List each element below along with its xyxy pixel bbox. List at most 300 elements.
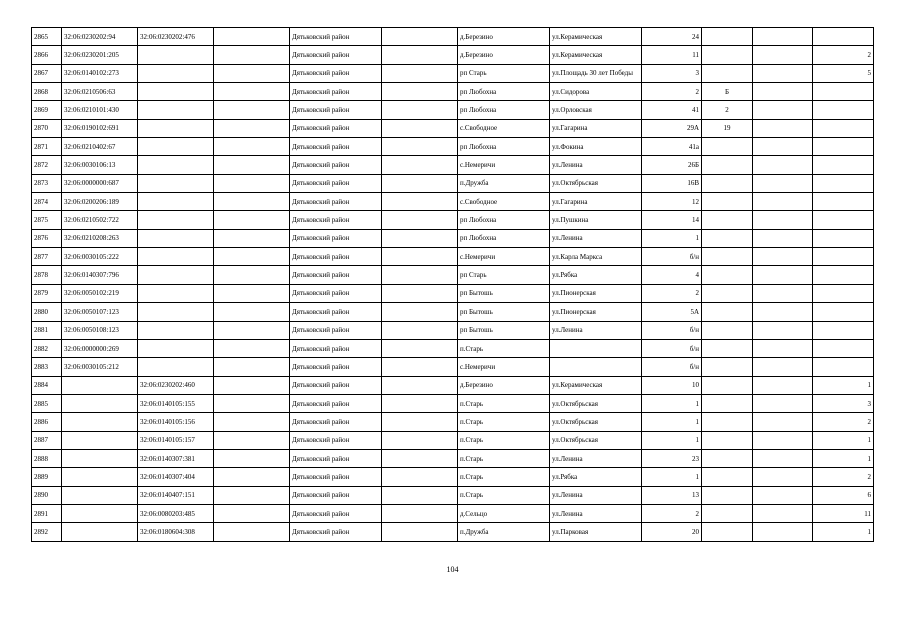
street-cell: ул.Ленина — [550, 229, 642, 247]
house-number-cell: 24 — [642, 28, 702, 46]
count-cell — [813, 119, 874, 137]
empty-cell — [214, 523, 290, 541]
empty-cell — [753, 303, 813, 321]
locality-cell: п.Старь — [458, 468, 550, 486]
empty-cell — [214, 156, 290, 174]
building-cadastral-number-cell — [138, 284, 214, 302]
house-number-cell: 26Б — [642, 156, 702, 174]
house-number-cell: 1 — [642, 468, 702, 486]
table-row — [32, 64, 874, 82]
cadastral-number-cell: 32:06:0030105:222 — [62, 248, 138, 266]
row-number-cell: 2878 — [32, 266, 62, 284]
row-number-cell: 2881 — [32, 321, 62, 339]
empty-cell — [214, 119, 290, 137]
table-row — [32, 504, 874, 522]
empty-cell — [382, 138, 458, 156]
table-row — [32, 174, 874, 192]
street-cell: ул.Гагарина — [550, 119, 642, 137]
empty-cell — [382, 523, 458, 541]
row-number-cell: 2889 — [32, 468, 62, 486]
table-row — [32, 156, 874, 174]
empty-cell — [382, 431, 458, 449]
count-cell — [813, 266, 874, 284]
count-cell — [813, 339, 874, 357]
empty-cell — [753, 46, 813, 64]
apartment-cell — [702, 64, 753, 82]
street-cell: ул.Карла Маркса — [550, 248, 642, 266]
empty-cell — [382, 64, 458, 82]
building-cadastral-number-cell: 32:06:0180604:308 — [138, 523, 214, 541]
locality-cell: рп Бытошь — [458, 303, 550, 321]
table-row — [32, 28, 874, 46]
district-cell: Дятьковский район — [290, 358, 382, 376]
cadastral-number-cell — [62, 376, 138, 394]
district-cell: Дятьковский район — [290, 523, 382, 541]
empty-cell — [214, 101, 290, 119]
district-cell: Дятьковский район — [290, 211, 382, 229]
empty-cell — [214, 303, 290, 321]
empty-cell — [753, 193, 813, 211]
empty-cell — [382, 321, 458, 339]
empty-cell — [753, 28, 813, 46]
building-cadastral-number-cell: 32:06:0140105:156 — [138, 413, 214, 431]
count-cell — [813, 28, 874, 46]
apartment-cell — [702, 339, 753, 357]
locality-cell: с.Немеричи — [458, 248, 550, 266]
count-cell: 6 — [813, 486, 874, 504]
locality-cell: п.Старь — [458, 339, 550, 357]
empty-cell — [214, 64, 290, 82]
empty-cell — [382, 266, 458, 284]
table-row — [32, 211, 874, 229]
building-cadastral-number-cell — [138, 339, 214, 357]
apartment-cell — [702, 486, 753, 504]
count-cell: 2 — [813, 468, 874, 486]
registry-table — [31, 27, 874, 542]
empty-cell — [382, 449, 458, 467]
count-cell: 5 — [813, 64, 874, 82]
cadastral-number-cell: 32:06:0210208:263 — [62, 229, 138, 247]
house-number-cell: 11 — [642, 46, 702, 64]
cadastral-number-cell: 32:06:0000000:269 — [62, 339, 138, 357]
apartment-cell: 2 — [702, 101, 753, 119]
table-row — [32, 394, 874, 412]
street-cell: ул.Рябка — [550, 468, 642, 486]
empty-cell — [214, 321, 290, 339]
building-cadastral-number-cell — [138, 64, 214, 82]
building-cadastral-number-cell — [138, 266, 214, 284]
count-cell: 1 — [813, 376, 874, 394]
empty-cell — [382, 156, 458, 174]
house-number-cell: 12 — [642, 193, 702, 211]
district-cell: Дятьковский район — [290, 83, 382, 101]
cadastral-number-cell — [62, 394, 138, 412]
locality-cell: п.Старь — [458, 449, 550, 467]
street-cell: ул.Парковая — [550, 523, 642, 541]
empty-cell — [214, 339, 290, 357]
count-cell — [813, 138, 874, 156]
empty-cell — [214, 83, 290, 101]
building-cadastral-number-cell: 32:06:0230202:476 — [138, 28, 214, 46]
empty-cell — [382, 46, 458, 64]
empty-cell — [382, 358, 458, 376]
row-number-cell: 2885 — [32, 394, 62, 412]
row-number-cell: 2884 — [32, 376, 62, 394]
locality-cell: д.Березино — [458, 28, 550, 46]
row-number-cell: 2867 — [32, 64, 62, 82]
house-number-cell: б/н — [642, 321, 702, 339]
empty-cell — [753, 468, 813, 486]
locality-cell: рп Любохна — [458, 101, 550, 119]
row-number-cell: 2888 — [32, 449, 62, 467]
cadastral-number-cell: 32:06:0200206:189 — [62, 193, 138, 211]
empty-cell — [214, 248, 290, 266]
locality-cell: п.Старь — [458, 394, 550, 412]
cadastral-number-cell — [62, 486, 138, 504]
locality-cell: рп Любохна — [458, 211, 550, 229]
district-cell: Дятьковский район — [290, 431, 382, 449]
house-number-cell: б/н — [642, 358, 702, 376]
district-cell: Дятьковский район — [290, 248, 382, 266]
empty-cell — [753, 229, 813, 247]
empty-cell — [753, 119, 813, 137]
street-cell: ул.Фокина — [550, 138, 642, 156]
table-body — [32, 28, 874, 542]
building-cadastral-number-cell — [138, 46, 214, 64]
district-cell: Дятьковский район — [290, 468, 382, 486]
table-row — [32, 101, 874, 119]
apartment-cell — [702, 321, 753, 339]
empty-cell — [753, 504, 813, 522]
empty-cell — [753, 248, 813, 266]
table-row — [32, 358, 874, 376]
locality-cell: п.Дружба — [458, 523, 550, 541]
cadastral-number-cell — [62, 468, 138, 486]
district-cell: Дятьковский район — [290, 321, 382, 339]
building-cadastral-number-cell — [138, 211, 214, 229]
empty-cell — [382, 413, 458, 431]
empty-cell — [753, 101, 813, 119]
house-number-cell: 3 — [642, 64, 702, 82]
apartment-cell — [702, 156, 753, 174]
district-cell: Дятьковский район — [290, 486, 382, 504]
empty-cell — [753, 413, 813, 431]
house-number-cell: 5А — [642, 303, 702, 321]
cadastral-number-cell: 32:06:0210101:430 — [62, 101, 138, 119]
empty-cell — [382, 101, 458, 119]
cadastral-number-cell — [62, 504, 138, 522]
street-cell: ул.Рябка — [550, 266, 642, 284]
building-cadastral-number-cell: 32:06:0140307:404 — [138, 468, 214, 486]
district-cell: Дятьковский район — [290, 101, 382, 119]
cadastral-number-cell: 32:06:0000000:687 — [62, 174, 138, 192]
district-cell: Дятьковский район — [290, 229, 382, 247]
street-cell: ул.Октябрьская — [550, 394, 642, 412]
apartment-cell: 19 — [702, 119, 753, 137]
empty-cell — [214, 376, 290, 394]
street-cell: ул.Ленина — [550, 449, 642, 467]
empty-cell — [382, 284, 458, 302]
empty-cell — [382, 28, 458, 46]
apartment-cell — [702, 504, 753, 522]
apartment-cell: Б — [702, 83, 753, 101]
empty-cell — [382, 303, 458, 321]
count-cell — [813, 101, 874, 119]
empty-cell — [214, 431, 290, 449]
building-cadastral-number-cell — [138, 83, 214, 101]
locality-cell: рп Любохна — [458, 229, 550, 247]
apartment-cell — [702, 468, 753, 486]
cadastral-number-cell: 32:06:0230201:205 — [62, 46, 138, 64]
district-cell: Дятьковский район — [290, 193, 382, 211]
empty-cell — [382, 468, 458, 486]
house-number-cell: б/н — [642, 339, 702, 357]
empty-cell — [753, 211, 813, 229]
count-cell: 11 — [813, 504, 874, 522]
apartment-cell — [702, 431, 753, 449]
empty-cell — [382, 486, 458, 504]
district-cell: Дятьковский район — [290, 303, 382, 321]
empty-cell — [214, 284, 290, 302]
district-cell: Дятьковский район — [290, 504, 382, 522]
district-cell: Дятьковский район — [290, 413, 382, 431]
house-number-cell: 4 — [642, 266, 702, 284]
empty-cell — [753, 138, 813, 156]
count-cell — [813, 284, 874, 302]
building-cadastral-number-cell — [138, 321, 214, 339]
locality-cell: д.Сельцо — [458, 504, 550, 522]
row-number-cell: 2887 — [32, 431, 62, 449]
empty-cell — [753, 174, 813, 192]
empty-cell — [753, 376, 813, 394]
house-number-cell: 23 — [642, 449, 702, 467]
table-row — [32, 284, 874, 302]
apartment-cell — [702, 449, 753, 467]
row-number-cell: 2875 — [32, 211, 62, 229]
apartment-cell — [702, 229, 753, 247]
house-number-cell: 1 — [642, 431, 702, 449]
house-number-cell: 29А — [642, 119, 702, 137]
cadastral-number-cell — [62, 413, 138, 431]
empty-cell — [214, 413, 290, 431]
empty-cell — [214, 28, 290, 46]
row-number-cell: 2876 — [32, 229, 62, 247]
building-cadastral-number-cell — [138, 229, 214, 247]
apartment-cell — [702, 394, 753, 412]
count-cell — [813, 211, 874, 229]
street-cell: ул.Ленина — [550, 504, 642, 522]
cadastral-number-cell: 32:06:0210502:722 — [62, 211, 138, 229]
empty-cell — [214, 229, 290, 247]
apartment-cell — [702, 413, 753, 431]
street-cell: ул.Керамическая — [550, 376, 642, 394]
district-cell: Дятьковский район — [290, 156, 382, 174]
table-row — [32, 248, 874, 266]
locality-cell: с.Свободное — [458, 193, 550, 211]
house-number-cell: 1 — [642, 229, 702, 247]
table-row — [32, 119, 874, 137]
building-cadastral-number-cell: 32:06:0080203:485 — [138, 504, 214, 522]
count-cell: 1 — [813, 449, 874, 467]
empty-cell — [214, 468, 290, 486]
empty-cell — [214, 174, 290, 192]
locality-cell: д.Березино — [458, 46, 550, 64]
count-cell — [813, 303, 874, 321]
street-cell: ул.Керамическая — [550, 28, 642, 46]
row-number-cell: 2883 — [32, 358, 62, 376]
count-cell — [813, 321, 874, 339]
cadastral-number-cell: 32:06:0140307:796 — [62, 266, 138, 284]
street-cell: ул.Сидорова — [550, 83, 642, 101]
table-row — [32, 486, 874, 504]
table-row — [32, 449, 874, 467]
locality-cell: д.Березино — [458, 376, 550, 394]
house-number-cell: 1 — [642, 394, 702, 412]
empty-cell — [753, 156, 813, 174]
table-row — [32, 193, 874, 211]
building-cadastral-number-cell: 32:06:0230202:460 — [138, 376, 214, 394]
row-number-cell: 2874 — [32, 193, 62, 211]
district-cell: Дятьковский район — [290, 394, 382, 412]
empty-cell — [753, 394, 813, 412]
empty-cell — [214, 504, 290, 522]
building-cadastral-number-cell — [138, 358, 214, 376]
table-row — [32, 376, 874, 394]
apartment-cell — [702, 248, 753, 266]
empty-cell — [214, 138, 290, 156]
row-number-cell: 2890 — [32, 486, 62, 504]
building-cadastral-number-cell — [138, 119, 214, 137]
cadastral-number-cell: 32:06:0210506:63 — [62, 83, 138, 101]
empty-cell — [753, 449, 813, 467]
house-number-cell: 2 — [642, 284, 702, 302]
empty-cell — [214, 449, 290, 467]
street-cell: ул.Ленина — [550, 486, 642, 504]
empty-cell — [753, 339, 813, 357]
cadastral-number-cell: 32:06:0050107:123 — [62, 303, 138, 321]
cadastral-number-cell: 32:06:0230202:94 — [62, 28, 138, 46]
cadastral-number-cell: 32:06:0050108:123 — [62, 321, 138, 339]
locality-cell: с.Немеричи — [458, 358, 550, 376]
building-cadastral-number-cell — [138, 174, 214, 192]
house-number-cell: 20 — [642, 523, 702, 541]
house-number-cell: 2 — [642, 504, 702, 522]
district-cell: Дятьковский район — [290, 119, 382, 137]
row-number-cell: 2868 — [32, 83, 62, 101]
count-cell: 2 — [813, 413, 874, 431]
count-cell: 1 — [813, 523, 874, 541]
street-cell: ул.Ленина — [550, 156, 642, 174]
table-row — [32, 321, 874, 339]
locality-cell: п.Старь — [458, 413, 550, 431]
house-number-cell: 10 — [642, 376, 702, 394]
table-row — [32, 138, 874, 156]
district-cell: Дятьковский район — [290, 339, 382, 357]
count-cell — [813, 174, 874, 192]
empty-cell — [382, 394, 458, 412]
house-number-cell: 14 — [642, 211, 702, 229]
empty-cell — [382, 193, 458, 211]
locality-cell: рп Бытошь — [458, 284, 550, 302]
cadastral-number-cell: 32:06:0050102:219 — [62, 284, 138, 302]
apartment-cell — [702, 303, 753, 321]
empty-cell — [214, 266, 290, 284]
count-cell — [813, 248, 874, 266]
table-row — [32, 83, 874, 101]
row-number-cell: 2892 — [32, 523, 62, 541]
house-number-cell: 13 — [642, 486, 702, 504]
locality-cell: рп Старь — [458, 64, 550, 82]
district-cell: Дятьковский район — [290, 138, 382, 156]
row-number-cell: 2870 — [32, 119, 62, 137]
empty-cell — [753, 64, 813, 82]
building-cadastral-number-cell — [138, 193, 214, 211]
empty-cell — [753, 321, 813, 339]
apartment-cell — [702, 284, 753, 302]
street-cell: ул.Гагарина — [550, 193, 642, 211]
row-number-cell: 2871 — [32, 138, 62, 156]
empty-cell — [382, 376, 458, 394]
district-cell: Дятьковский район — [290, 46, 382, 64]
row-number-cell: 2886 — [32, 413, 62, 431]
district-cell: Дятьковский район — [290, 28, 382, 46]
district-cell: Дятьковский район — [290, 376, 382, 394]
street-cell — [550, 339, 642, 357]
empty-cell — [214, 358, 290, 376]
locality-cell: рп Любохна — [458, 83, 550, 101]
row-number-cell: 2879 — [32, 284, 62, 302]
locality-cell: с.Свободное — [458, 119, 550, 137]
cadastral-number-cell: 32:06:0030105:212 — [62, 358, 138, 376]
empty-cell — [753, 266, 813, 284]
table-row — [32, 229, 874, 247]
cadastral-number-cell: 32:06:0140102:273 — [62, 64, 138, 82]
apartment-cell — [702, 46, 753, 64]
apartment-cell — [702, 211, 753, 229]
locality-cell: п.Старь — [458, 431, 550, 449]
table-row — [32, 523, 874, 541]
locality-cell: с.Немеричи — [458, 156, 550, 174]
street-cell: ул.Пушкина — [550, 211, 642, 229]
street-cell: ул.Ленина — [550, 321, 642, 339]
building-cadastral-number-cell — [138, 156, 214, 174]
cadastral-number-cell — [62, 523, 138, 541]
count-cell — [813, 156, 874, 174]
table-row — [32, 266, 874, 284]
table-row — [32, 431, 874, 449]
district-cell: Дятьковский район — [290, 266, 382, 284]
count-cell: 1 — [813, 431, 874, 449]
building-cadastral-number-cell — [138, 248, 214, 266]
street-cell: ул.Площадь 30 лет Победы — [550, 64, 642, 82]
count-cell — [813, 358, 874, 376]
count-cell — [813, 83, 874, 101]
building-cadastral-number-cell — [138, 138, 214, 156]
table-row — [32, 46, 874, 64]
apartment-cell — [702, 28, 753, 46]
district-cell: Дятьковский район — [290, 174, 382, 192]
building-cadastral-number-cell: 32:06:0140105:155 — [138, 394, 214, 412]
row-number-cell: 2866 — [32, 46, 62, 64]
street-cell: ул.Пионерская — [550, 284, 642, 302]
house-number-cell: 41 — [642, 101, 702, 119]
street-cell: ул.Пионерская — [550, 303, 642, 321]
page-number: 104 — [446, 565, 459, 574]
count-cell: 3 — [813, 394, 874, 412]
empty-cell — [382, 229, 458, 247]
apartment-cell — [702, 174, 753, 192]
locality-cell: п.Дружба — [458, 174, 550, 192]
